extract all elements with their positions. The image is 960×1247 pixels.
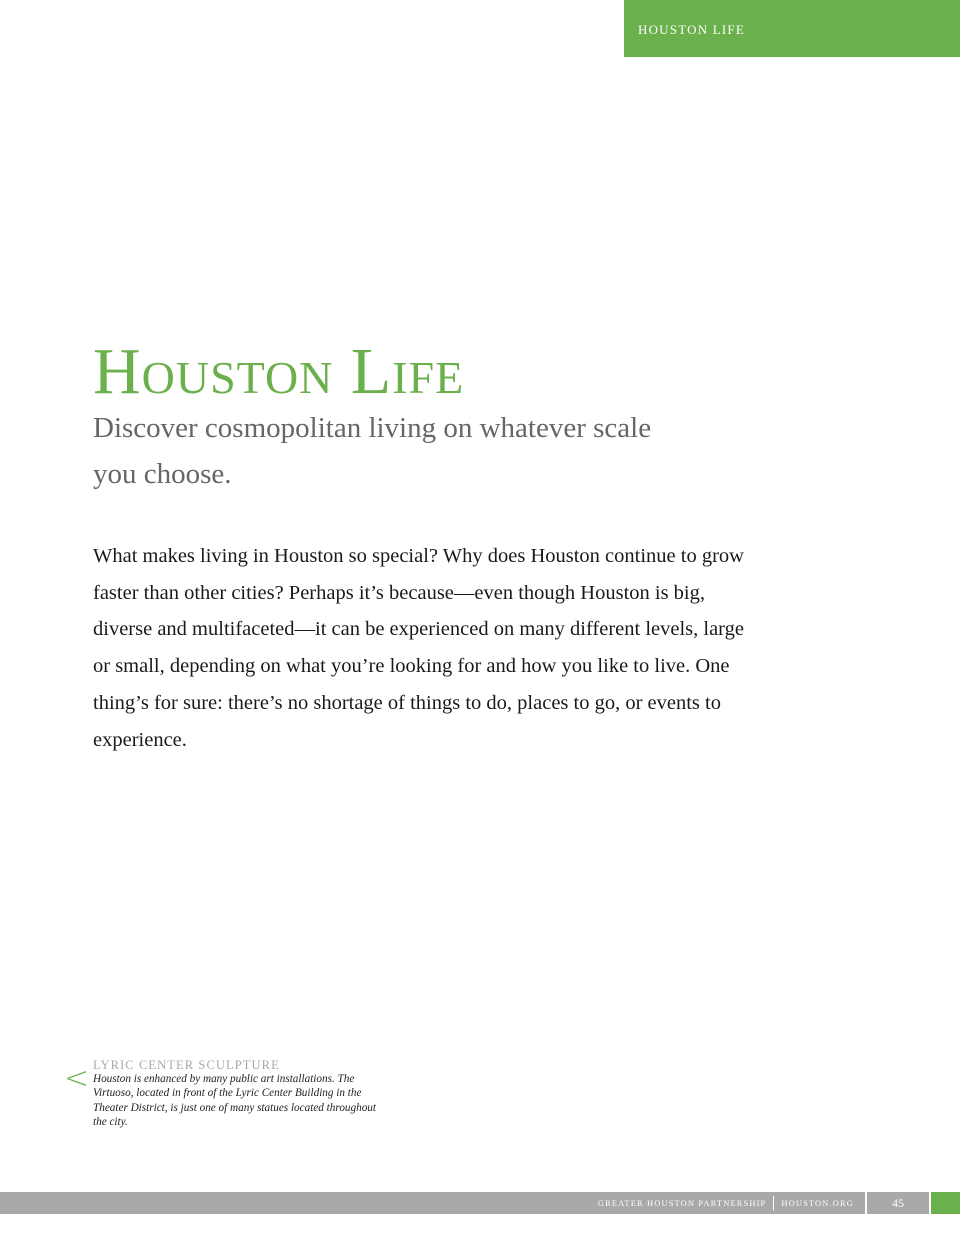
footer-org: GREATER HOUSTON PARTNERSHIP: [597, 1198, 767, 1208]
footer-website: HOUSTON.ORG: [781, 1198, 854, 1208]
footer-accent: [931, 1192, 960, 1214]
caption-arrow-icon: <: [64, 1061, 90, 1096]
caption-text: Houston is enhanced by many public art installations. The Virtuoso, located in front of the Lyric Center Building in the Theater District, is just one of many statues located throughout the city.: [93, 1073, 376, 1129]
page-number: [867, 1192, 929, 1214]
section-tab: [624, 0, 960, 57]
footer-credits: [598, 1192, 854, 1214]
page-subtitle: Discover cosmopolitan living on whatever scale you choose.: [93, 412, 652, 490]
page-number-label: 45: [892, 1195, 904, 1210]
page-title: Houston Life: [93, 335, 465, 408]
section-label: HOUSTON LIFE: [638, 21, 745, 37]
caption-title: LYRIC CENTER SCULPTURE: [93, 1058, 280, 1072]
footer-separator: [773, 1196, 774, 1210]
body-paragraph: What makes living in Houston so special? Why does Houston continue to grow faster than other cities? Perhaps it’s because—even though Houston is big, diverse and multifaceted—it can be experienced on many different levels, large or small, depending on what you’re looking for and how you like to live. One thing’s for sure: there’s no shortage of things to do, places to go, or events to experience.: [93, 545, 744, 751]
